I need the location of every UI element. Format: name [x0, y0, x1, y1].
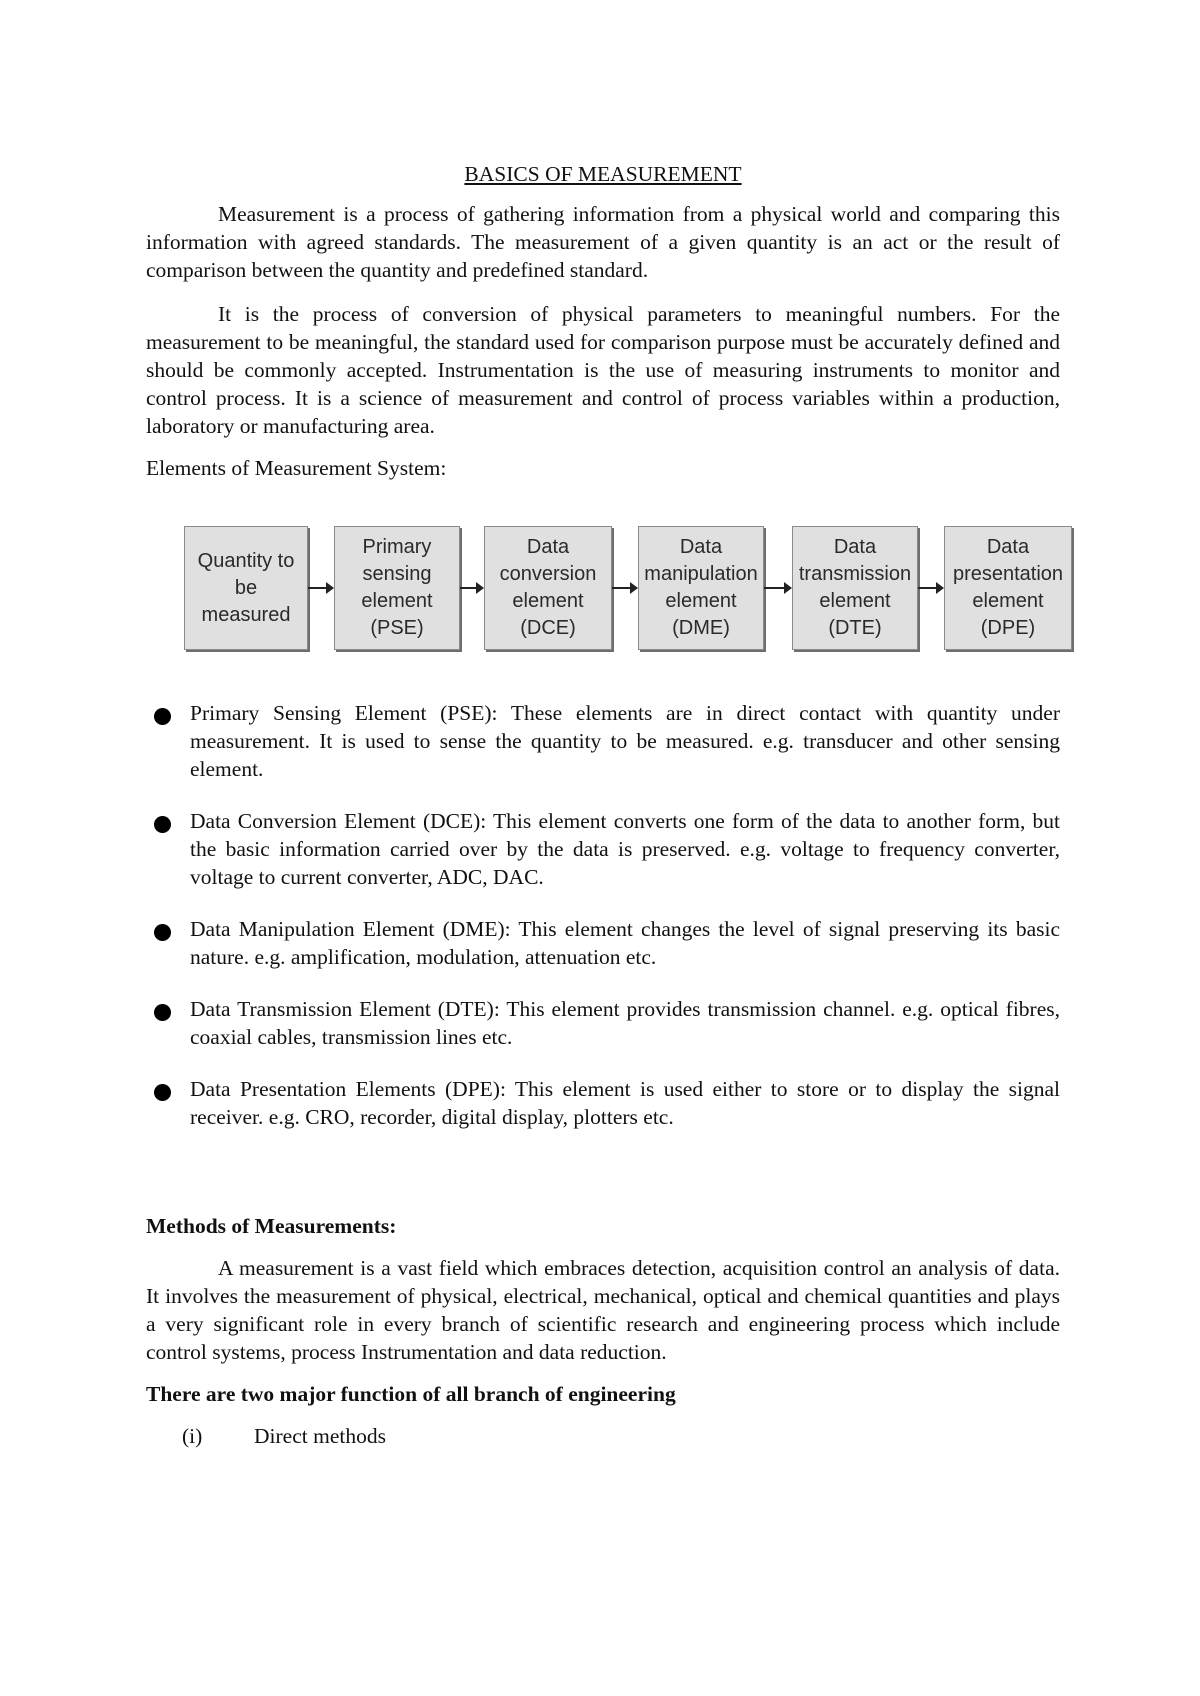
diagram-block-dce: Data conversion element (DCE)	[484, 526, 612, 650]
elements-bullet-list	[146, 699, 1060, 1131]
bullet-text: Data Manipulation Element (DME): This element changes the level of signal preserving its basic nature. e.g. amplification, modulation, attenuation etc.	[190, 917, 1060, 969]
bullet-dot-icon	[154, 924, 171, 941]
list-item-number: (i)	[182, 1424, 203, 1448]
diagram-arrow	[460, 587, 482, 589]
bullet-dot-icon	[154, 816, 171, 833]
diagram-block-dte: Data transmission element (DTE)	[792, 526, 918, 650]
bullet-text: Data Transmission Element (DTE): This element provides transmission channel. e.g. optical fibres, coaxial cables, transmission lines etc.	[190, 997, 1060, 1049]
methods-section	[146, 1212, 1060, 1450]
bullet-dot-icon	[154, 1004, 171, 1021]
bullet-dot-icon	[154, 708, 171, 725]
diagram-arrow	[612, 587, 636, 589]
bullet-dot-icon	[154, 1084, 171, 1101]
diagram-block-dme: Data manipulation element (DME)	[638, 526, 764, 650]
intro-paragraph-1: Measurement is a process of gathering information from a physical world and comparing this information with agreed standards. The measurement of a given quantity is an act or the result of comparison between the quantity and predefined standard.	[146, 202, 1060, 282]
list-item-text: Direct methods	[254, 1424, 386, 1448]
diagram-arrow	[764, 587, 790, 589]
bullet-item-pse	[146, 699, 1060, 783]
methods-heading: Methods of Measurements:	[146, 1214, 397, 1238]
elements-label: Elements of Measurement System:	[146, 456, 447, 480]
bullet-item-dce	[146, 807, 1060, 891]
diagram-block-pse: Primary sensing element (PSE)	[334, 526, 460, 650]
intro-paragraph-2: It is the process of conversion of physical parameters to meaningful numbers. For the measurement to be meaningful, the standard used for comparison purpose must be accurately defined and should be commonly accepted. Instrumentation is the use of measuring instruments to monitor and control process. It is a science of measurement and control of process variables within a production, laboratory or manufacturing area.	[146, 302, 1060, 438]
bullet-text: Data Conversion Element (DCE): This element converts one form of the data to another form, but the basic information carried over by the data is preserved. e.g. voltage to frequency converter, voltage to current converter, ADC, DAC.	[190, 809, 1060, 889]
diagram-block-quantity: Quantity to be measured	[184, 526, 308, 650]
intro-section	[146, 160, 1060, 512]
diagram-arrow	[308, 587, 332, 589]
methods-paragraph: A measurement is a vast field which embraces detection, acquisition control an analysis of data. It involves the measurement of physical, electrical, mechanical, optical and chemical quantities and plays a very significant role in every branch of scientific research and engineering process which include control systems, process Instrumentation and data reduction.	[146, 1256, 1060, 1364]
bullet-item-dte	[146, 995, 1060, 1051]
bullet-text: Primary Sensing Element (PSE): These elements are in direct contact with quantity under measurement. It is used to sense the quantity to be measured. e.g. transducer and other sensing element.	[190, 701, 1060, 781]
bullet-text: Data Presentation Elements (DPE): This element is used either to store or to display the signal receiver. e.g. CRO, recorder, digital display, plotters etc.	[190, 1077, 1060, 1129]
diagram-block-dpe: Data presentation element (DPE)	[944, 526, 1072, 650]
methods-list-item	[146, 1422, 1060, 1450]
diagram-arrow	[918, 587, 942, 589]
bullet-item-dpe	[146, 1075, 1060, 1131]
bullet-item-dme	[146, 915, 1060, 971]
methods-subheading: There are two major function of all branch of engineering	[146, 1382, 676, 1406]
page-title: BASICS OF MEASUREMENT	[464, 162, 742, 186]
